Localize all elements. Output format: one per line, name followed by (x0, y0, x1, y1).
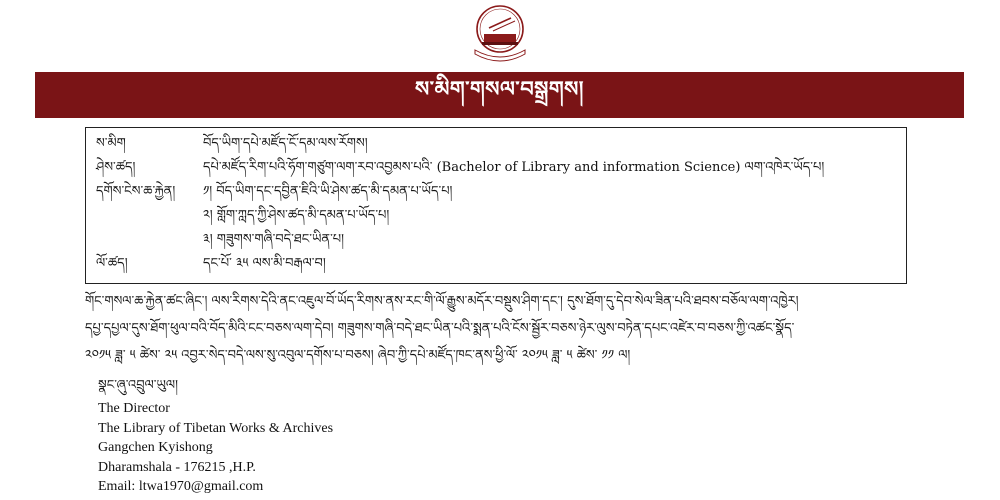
detail-value: ༢། གློག་ཀླད་ཀྱི་ཤེས་ཚད་མི་དམན་པ་ཡོད་པ། (203, 207, 390, 223)
detail-row-age (96, 254, 896, 278)
banner-title: ས་མིག་གསལ་བསྒྲགས། (415, 75, 584, 101)
job-announcement-banner (35, 72, 964, 118)
notice-line: གོང་གསལ་ཆ་རྐྱེན་ཚང་ཞིང་། ལས་རིགས་དེའི་ནང་འཇུལ་བོ་ཡོད་རིགས་ནས་རང་གི་ལོ་རྒྱུས་མདོར་བསྡུས་ཤིག་དང་། དུས་ཐོག་དུ་དེབ་སེལ་ཟིན་པའི་ཐབས་བཅོལ་ལག་འཁྱེར། (85, 294, 799, 309)
contact-signoff: སྣང་ཞུ་འབྲུལ་ཡུལ། (98, 378, 178, 393)
contact-address-block (98, 375, 498, 497)
detail-value: དང་པོ་ ༣༥ ལས་མི་བརྒལ་བ། (203, 255, 326, 271)
library-seal-logo (471, 4, 529, 66)
contact-line-title: The Director (98, 401, 170, 416)
detail-label: ལོ་ཚད། (96, 255, 128, 271)
detail-value: ༣། གཟུགས་གཞི་བདེ་ཐང་ཡིན་པ། (203, 231, 345, 247)
detail-value: ༡། བོད་ཡིག་དང་དབྱིན་ཇིའི་ཡི་ཤེས་ཚད་མི་དམན་པ་ཡོད་པ། (203, 183, 453, 199)
position-details-box (85, 127, 907, 284)
detail-label: ས་མིག (96, 135, 126, 151)
contact-line-email[interactable]: Email: ltwa1970@gmail.com (98, 479, 264, 494)
detail-label: དགོས་ངེས་ཆ་རྐྱེན། (96, 183, 176, 199)
library-seal-icon (471, 4, 529, 66)
contact-line-city: Dharamshala - 176215 ,H.P. (98, 459, 256, 475)
detail-value: དཔེ་མཛོད་རིག་པའི་ཧོག་གཙུག་ལག་རབ་འབྱམས་པའི་ (Bachelor of Library and information Science) ལག་འཁེར་ཡོད་པ། (203, 159, 825, 175)
notice-line: ༢༠༡༥ ཟླ་ ༥ ཚེས་ ༢༥ འབྱར་སེད་བདེ་ལས་སུ་འབུལ་དགོས་པ་བཅས། ཞེབ་ཀྱི་དཔེ་མཛོད་ཁང་ནས་ཕྱི་ལོ་ ༢༠༡༥ ཟླ་ ༥ ཚེས་ ༡༡ ལ། (85, 348, 631, 363)
detail-value: བོད་ཡིག་དཔེ་མཛོད་ངོ་དམ་ལས་རོགས། (203, 135, 368, 151)
contact-line-organization: The Library of Tibetan Works & Archives (98, 420, 334, 436)
notice-line: དཔྱ་དཔྱལ་དུས་ཐོག་ཕུལ་བའི་བོད་མིའི་ངང་བཅས་ལག་དེབ། གཟུགས་གཞི་བདེ་ཐང་ཡིན་པའི་སྨན་པའི་ངོས་སྦྱོར་བཅས་ཉེར་ལུས་བཏེན་དཔང་འཛེར་བ་བཅས་ཀྱི་འཚང་སྣོད་ (85, 321, 795, 336)
detail-label: ཤེས་ཚད། (96, 159, 136, 175)
contact-line-locality: Gangchen Kyishong (98, 440, 213, 455)
application-instructions (85, 288, 907, 369)
